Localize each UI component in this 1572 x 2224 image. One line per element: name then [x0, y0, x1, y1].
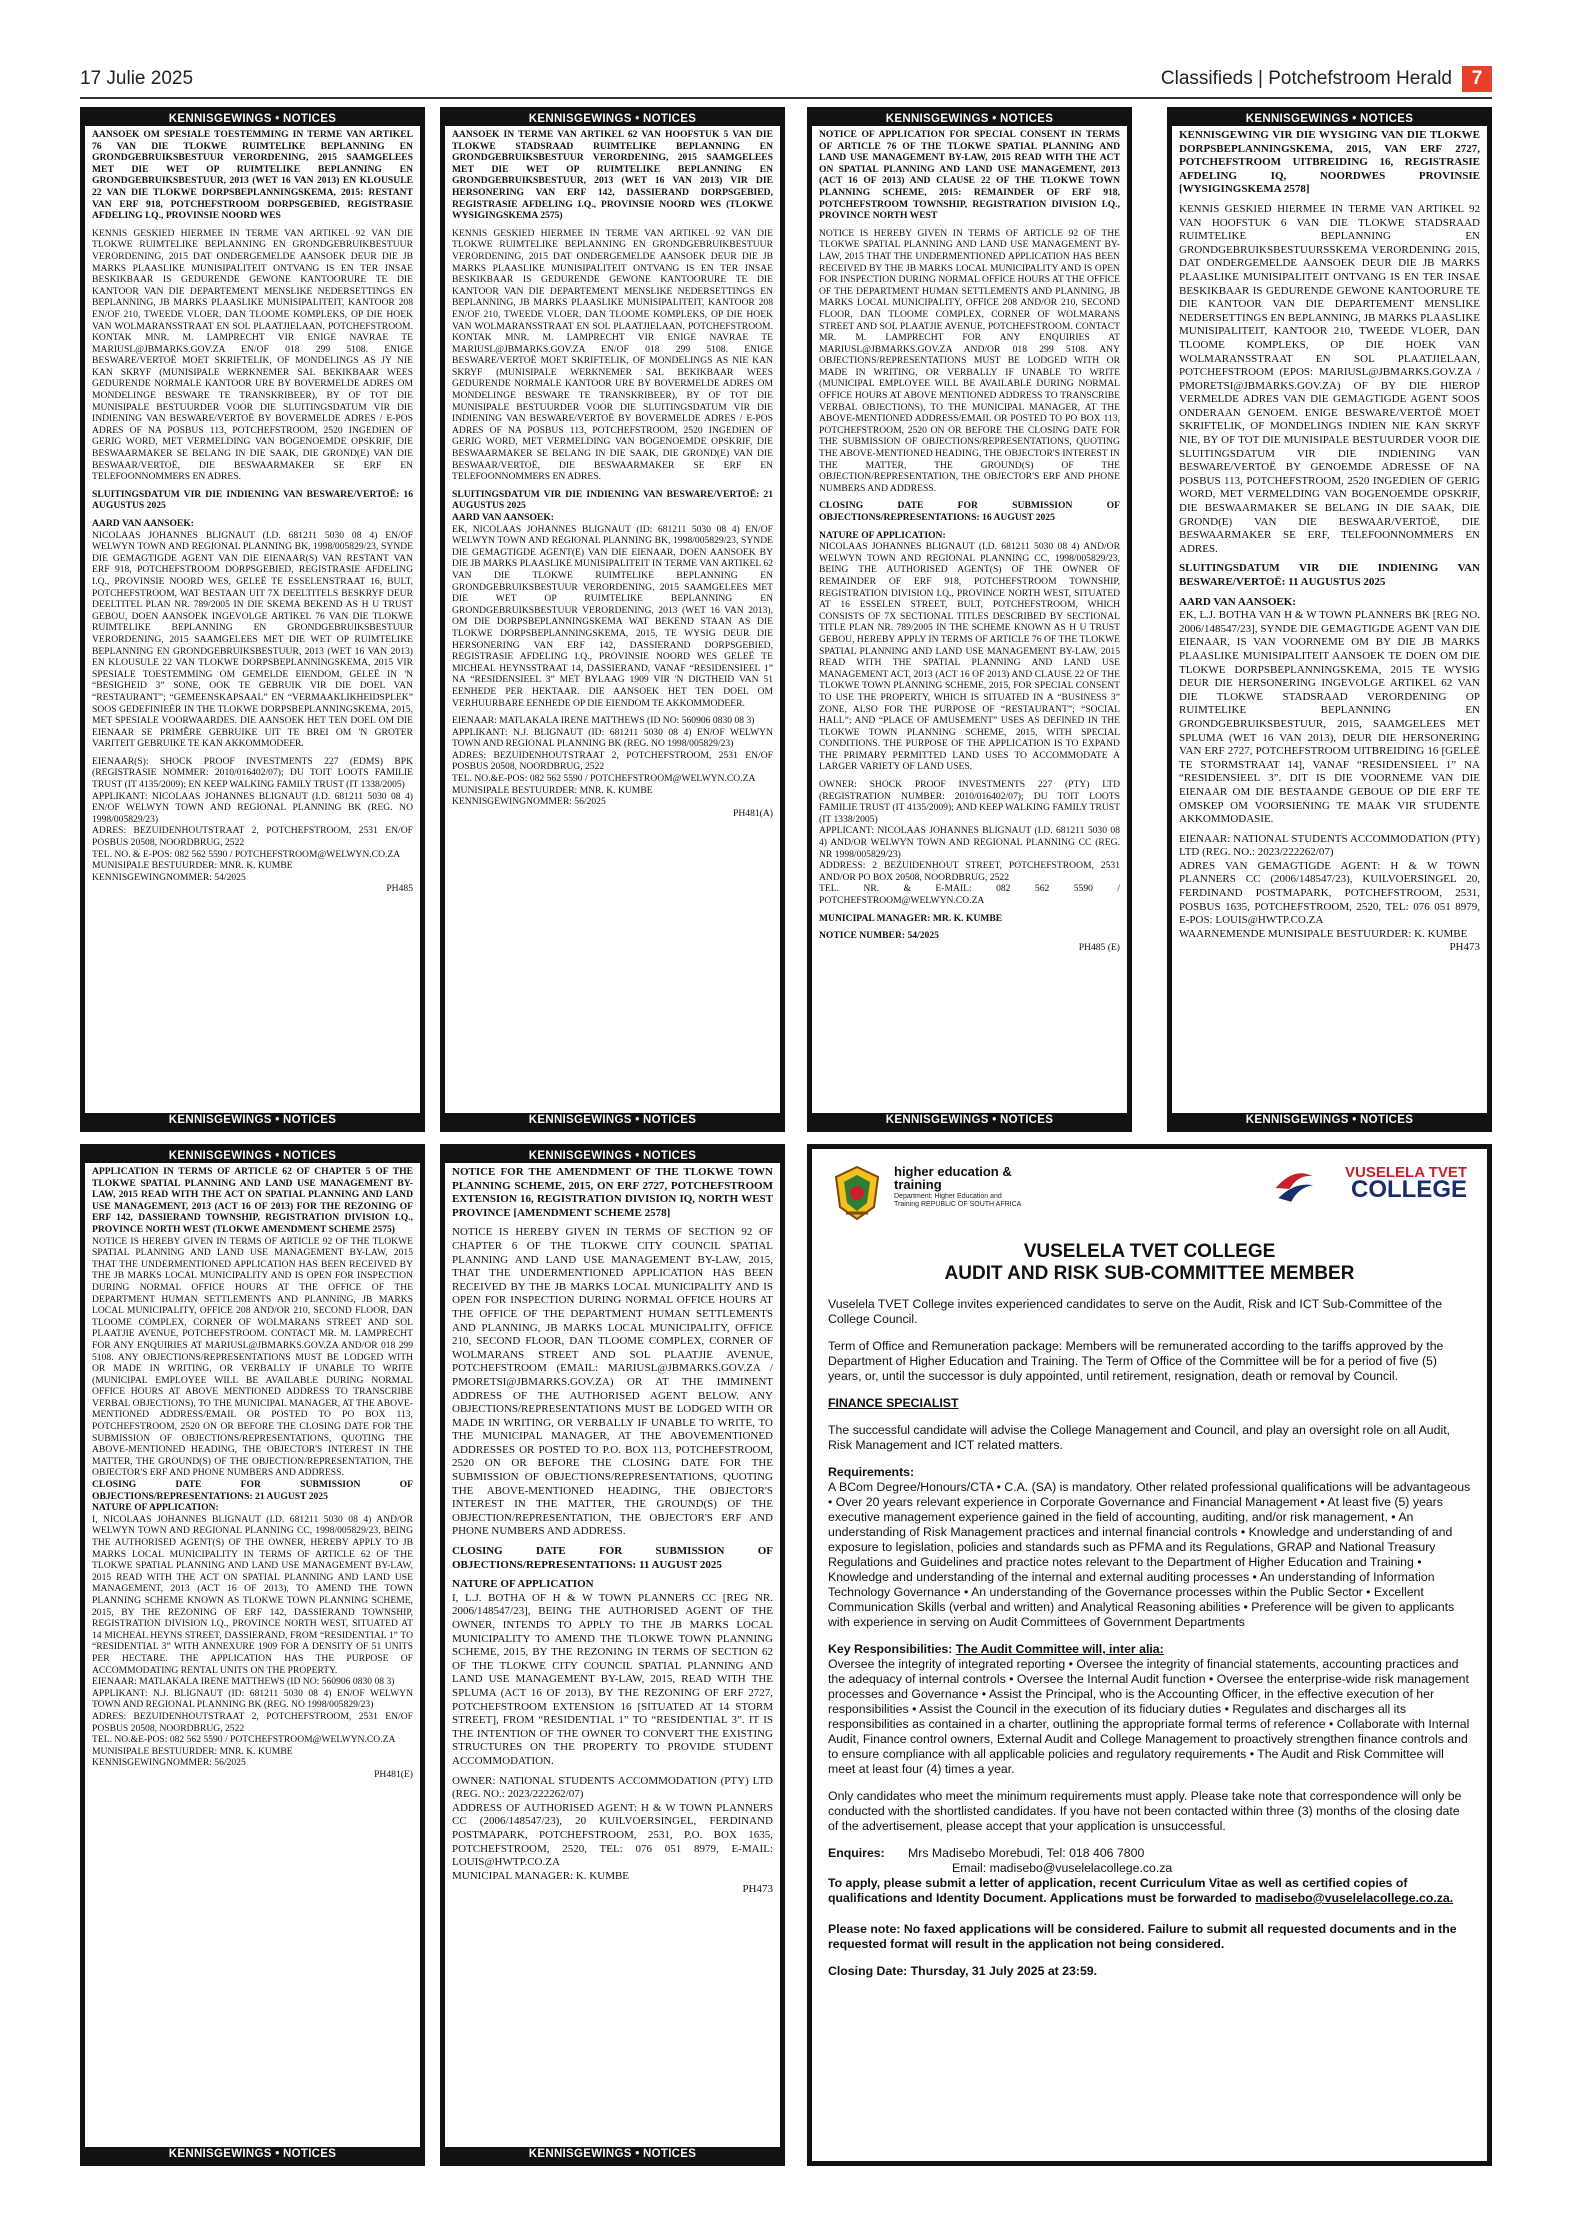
- notice-applicant: APPLICANT: NICOLAAS JOHANNES BLIGNAUT (I.D. 681211 5030 08 4) AND/OR WELWYN TOWN AND REGIONAL PLANNING CC (REG. NR 1998/005829/23): [819, 825, 1120, 860]
- notice-top-bar: KENNISGEWINGS • NOTICES: [445, 112, 780, 126]
- notice-bottom-bar: KENNISGEWINGS • NOTICES: [1172, 1113, 1487, 1127]
- notice-nature-heading: NATURE OF APPLICATION: [452, 1578, 594, 1591]
- notice-bottom-bar: KENNISGEWINGS • NOTICES: [445, 1113, 780, 1127]
- notice-top-bar: KENNISGEWINGS • NOTICES: [1172, 112, 1487, 126]
- advert-apply-email[interactable]: madisebo@vuselelacollege.co.za.: [1255, 1891, 1454, 1905]
- notice-reference: PH481(A): [733, 807, 773, 819]
- dhet-logo: [828, 1163, 1078, 1223]
- notice-bottom-bar: KENNISGEWINGS • NOTICES: [85, 1113, 420, 1127]
- notice-title: AANSOEK IN TERME VAN ARTIKEL 62 VAN HOOFSTUK 5 VAN DIE TLOKWE STADSRAAD RUIMTELIKE BEPLANNING EN GRONDGEBRUIKSBESTUUR VERORDENING, 2015 SAAMGELEES MET DIE WET OP RUIMTELIKE BEPLANNING EN GRONDGEBRUIKSBESTUUR, 2013 (WET 16 VAN 2013) VIR DIE HERSONERING VAN ERF 142, DASSIERAND DORPSGEBIED, REGISTRASIE AFDELING I.Q., PROVINSIE NOORD WES (TLOKWE WYSIGINGSKEMA 2575): [452, 129, 773, 222]
- notice-body: NOTICE IS HEREBY GIVEN IN TERMS OF ARTICLE 92 OF THE TLOKWE SPATIAL PLANNING AND LAND USE MANAGEMENT BY-LAW, 2015 THAT THE UNDERMENTIONED APPLICATION HAS BEEN RECEIVED BY THE JB MARKS LOCAL MUNICIPALITY AND IS OPEN FOR INSPECTION DURING NORMAL OFFICE HOURS AT THE OFFICE OF THE DEPARTMENT HUMAN SETTLEMENTS AND PLANNING, JB MARKS LOCAL MUNICIPALITY, OFFICE 208 AND/OR 210, SECOND FLOOR, DAN TLOOME COMPLEX, CORNER OF WOLMARANS STREET AND SOL PLAATJIE AVENUE, POTCHEFSTROOM. CONTACT MR. M. LAMPRECHT FOR ANY ENQUIRIES AT MARIUSL@JBMARKS.GOV.ZA AND/OR 018 299 5108. ANY OBJECTIONS/REPRESENTATIONS MUST BE LODGED WITH OR MADE IN WRITING, OR VERBALLY IF UNABLE TO WRITE (MUNICIPAL EMPLOYEE WILL BE AVAILABLE DURING NORMAL OFFICE HOURS AT ABOVE MENTIONED ADDRESS TO TRANSCRIBE VERBAL OBJECTIONS), TO THE MUNICIPAL MANAGER, AT THE ABOVE-MENTIONED ADDRESS/EMAIL OR POSTED TO PO BOX 113, POTCHEFSTROOM, 2520 ON OR BEFORE THE CLOSING DATE FOR THE SUBMISSION OF OBJECTIONS/REPRESENTATIONS, QUOTING THE ABOVE-MENTIONED HEADING, THE OBJECTOR'S INTEREST IN THE MATTER, THE GROUND(S) OF THE OBJECTION/REPRESENTATION, THE OBJECTOR'S ERF AND PHONE NUMBERS AND ADDRESS.: [92, 1235, 413, 1479]
- notice-closing-date: SLUITINGSDATUM VIR DIE INDIENING VAN BESWARE/VERTOË: 21 AUGUSTUS 2025: [452, 488, 773, 512]
- advert-responsibilities: Oversee the integrity of integrated reporting • Oversee the integrity of financial statements, accounting practices and the adequacy of internal controls • Oversee the Internal Audit function • Oversee the enterprise-wide risk management processes and Governance • Assist the Principal, who is the Accounting Officer, in the effective execution of her responsibilities • Assist the Council in the execution of its fiduciary duties • Regulates and discharges all its responsibilities as contained in a charter, outlining the appropriate formal terms of reference • Collaborate with Internal Audit, Finance control owners, External Audit and College Management to proactively strengthen finance controls and to ensure compliance with all applicable policies and regulatory requirements • The Audit and Risk Committee will meet at least four (4) times a year.: [828, 1657, 1470, 1776]
- vuselela-logo-top: VUSELELA TVET: [1345, 1164, 1467, 1181]
- notice-address: ADRES: BEZUIDENHOUTSTRAAT 2, POTCHEFSTROOM, 2531 EN/OF POSBUS 20508, NOORDBRUG, 2522: [92, 1710, 413, 1734]
- notice-rezoning-afr: [440, 107, 785, 1132]
- notice-reference: PH473: [742, 1883, 773, 1896]
- notice-special-consent-afr: [80, 107, 425, 1132]
- notice-nature-heading: NATURE OF APPLICATION:: [92, 1502, 219, 1514]
- advert-enquiries-contact: Mrs Madisebo Morebudi, Tel: 018 406 7800: [908, 1846, 1145, 1860]
- notice-agent: ADDRESS OF AUTHORISED AGENT: H & W TOWN PLANNERS CC (2006/148547/23), 20 KUILVOERSINGEL, FERDINAND POSTMAPARK, POTCHEFSTROOM, 2531, P.O. BOX 1635, POTCHEFSTROOM, 2520, TEL: 076 051 8979, E-MAIL: LOUIS@HWTP.CO.ZA: [452, 1801, 773, 1869]
- notice-number: KENNISGEWINGNOMMER: 56/2025: [92, 1757, 246, 1769]
- advert-fax-note: Please note: No faxed applications will be considered. Failure to submit all requested documents and in the requested format will result in the application not being considered.: [828, 1922, 1457, 1951]
- advert-enquiries: [828, 1846, 1471, 1876]
- advert-requirements-heading: Requirements:: [828, 1465, 915, 1479]
- notice-bottom-bar: KENNISGEWINGS • NOTICES: [445, 2147, 780, 2161]
- notice-bottom-bar: KENNISGEWINGS • NOTICES: [85, 2147, 420, 2161]
- advert-intro: Vuselela TVET College invites experienced candidates to serve on the Audit, Risk and ICT Sub-Committee of the College Council.: [828, 1297, 1443, 1326]
- advert-responsibilities-subheading: The Audit Committee will, inter alia:: [955, 1642, 1164, 1656]
- notice-closing-date: CLOSING DATE FOR SUBMISSION OF OBJECTIONS/REPRESENTATIONS: 16 AUGUST 2025: [819, 500, 1120, 523]
- advert-enquiries-email[interactable]: Email: madisebo@vuselelacollege.co.za: [952, 1861, 1173, 1875]
- notice-special-consent-eng: [807, 107, 1132, 1132]
- notice-nature: EK, L.J. BOTHA VAN H & W TOWN PLANNERS BK [REG NO. 2006/148547/23], SYNDE DIE GEMAGTIGDE AGENT VAN DIE EIENAAR, IS VAN VOORNEME OM BY DIE JB MARKS PLAASLIKE MUNISIPALITEIT AANSOEK TE DOEN OM DIE TLOKWE DORPSBEPLANNINGSKEMA, 2015 TE WYSIG DEUR DIE HERSONERING INGEVOLGE ARTIKEL 62 VAN DIE TLOKWE STADSRAAD VERORDENING OP RUIMTELIKE BEPLANNING EN GRONDGEBRUIKSBESTUUR, 2015, SAAMGELEES MET SPLUMA (WET 16 VAN 2013), DEUR DIE HERSONERING VAN ERF 2727, POTCHEFSTROOM UITBREIDING 16 [GELEË TE STORMSTRAAT 14], VANAF “RESIDENSIEEL 1” NA “RESIDENSIEEL 3”. DIT IS DIE VOORNEME VAN DIE EIENAAR OM DIE BESTAANDE GEBOUE OP DIE ERF TE OMSKEP OM VOORSIENING TE MAAK VIR STUDENTE AKKOMMODASIE.: [1179, 609, 1480, 826]
- notice-number: KENNISGEWINGNOMMER: 56/2025: [452, 796, 606, 808]
- page-number: 7: [1462, 66, 1492, 92]
- notice-reference: PH485 (E): [1078, 941, 1120, 953]
- dhet-title: higher education & training: [894, 1164, 1012, 1192]
- notice-top-bar: KENNISGEWINGS • NOTICES: [445, 1149, 780, 1163]
- notice-rezoning-eng: [80, 1144, 425, 2166]
- notice-manager: MUNICIPAL MANAGER: K. KUMBE: [452, 1869, 630, 1882]
- notice-contact: TEL. NR. & E-MAIL: 082 562 5590 / POTCHEFSTROOM@WELWYN.CO.ZA: [819, 883, 1120, 906]
- notice-owner: OWNER: SHOCK PROOF INVESTMENTS 227 (PTY) LTD (REGISTRATION NUMBER: 2010/016402/07); DU TOIT LOOTS FAMILIE TRUST (IT 4135/2009); AND KEEP WALKING FAMILY TRUST (IT 1338/2005): [819, 779, 1120, 825]
- notice-owner: EIENAAR: NATIONAL STUDENTS ACCOMMODATION (PTY) LTD (REG. NO.: 2023/222262/07): [1179, 832, 1480, 859]
- notice-title: NOTICE OF APPLICATION FOR SPECIAL CONSENT IN TERMS OF ARTICLE 76 OF THE TLOKWE SPATIAL PLANNING AND LAND USE MANAGEMENT BY-LAW, 2015 READ WITH THE ACT ON SPATIAL PLANNING AND LAND USE MANAGEMENT, 2013 (ACT 16 OF 2013) AND CLAUSE 22 OF THE TLOKWE TOWN PLANNING SCHEME, 2015: REMAINDER OF ERF 918, POTCHEFSTROOM TOWNSHIP, REGISTRATION DIVISION I.Q., PROVINCE NORTH WEST: [819, 129, 1120, 222]
- notice-closing-date: SLUITINGSDATUM VIR DIE INDIENING VAN BESWARE/VERTOË: 11 AUGUSTUS 2025: [1179, 562, 1480, 588]
- notice-applicant: APPLIKANT: N.J. BLIGNAUT (ID: 681211 5030 08 4) EN/OF WELWYN TOWN AND REGIONAL PLANNING BK (REG. NO 1998/005829/23): [452, 726, 773, 750]
- notice-top-bar: KENNISGEWINGS • NOTICES: [85, 1149, 420, 1163]
- notice-manager: MUNISIPALE BESTUURDER: MNR. K. KUMBE: [92, 1745, 293, 1757]
- header-rule: [80, 97, 1492, 99]
- notice-nature: I, NICOLAAS JOHANNES BLIGNAUT (I.D. 681211 5030 08 4) AND/OR WELWYN TOWN AND REGIONAL PLANNING CC, 1998/005829/23, BEING THE AUTHORISED AGENT(S) OF THE OWNER, HEREBY APPLY TO JB MARKS LOCAL MUNICIPALITY IN TERMS OF ARTICLE 62 OF THE TLOKWE SPATIAL PLANNING AND LAND USE MANAGEMENT BY-LAW, 2015 READ WITH THE ACT ON SPATIAL PLANNING AND LAND USE MANAGEMENT, 2013 (ACT 16 OF 2013), TO AMEND THE TOWN PLANNING SCHEME KNOWN AS TLOKWE TOWN PLANNING SCHEME, 2015, BY THE REZONING OF ERF 142, DASSIERAND TOWNSHIP, REGISTRATION DIVISION I.Q., PROVINCE NORTH WEST, SITUATED AT 14 MICHEAL HEYNS STREET, DASSIERAND, FROM “RESIDENTIAL 1” TO “RESIDENTIAL 3” WITH ANNEXURE 1909 FOR A DENSITY OF 51 UNITS PER HECTARE. THE APPLICATION HAS THE PURPOSE OF ACCOMMODATING RENTAL UNITS ON THE PROPERTY.: [92, 1513, 413, 1676]
- notice-nature-heading: AARD VAN AANSOEK:: [92, 518, 194, 529]
- advert-requirements: A BCom Degree/Honours/CTA • C.A. (SA) is mandatory. Other related professional qualifications will be advantageous • Over 20 years relevant experience in Corporate Governance and Financial Management • At least five (5) years executive management experience gained in the field of accounting, auditing, and/or risk management, • An understanding of Risk Management practices and internal financial controls • Knowledge and understanding of and exposure to legislation, policies and standards such as PFMA and its Regulations, GRAP and National Treasury Regulations and Guidelines and practice notes relevant to the Department of Higher Education and Training • Knowledge and understanding of the internal and external auditing processes • An understanding of Information Technology Governance • An understanding of the Governance processes within the Public Sector • Excellent Communication Skills (verbal and written) and Analytical Reasoning abilities • Preference will be given to applicants with experience in serving on Audit Committees of Government Departments: [828, 1480, 1471, 1629]
- advert-heading-role: AUDIT AND RISK SUB-COMMITTEE MEMBER: [944, 1263, 1355, 1284]
- dhet-subtitle: Department: Higher Education and Training REPUBLIC OF SOUTH AFRICA: [894, 1193, 1022, 1208]
- notice-manager: MUNISIPALE BESTUURDER: MNR. K. KUMBE: [92, 860, 293, 872]
- advert-shortlist-note: Only candidates who meet the minimum requirements must apply. Please take note that correspondence will only be conducted with the shortlisted candidates. If you have not been contacted within three (3) months of the closing date of the advertisement, please accept that your application is unsuccessful.: [828, 1789, 1462, 1833]
- advert-closing-date: Closing Date: Thursday, 31 July 2025 at 23:59.: [828, 1964, 1098, 1978]
- notice-owner: EIENAAR: MATLAKALA IRENE MATTHEWS (ID NO: 560906 0830 08 3): [92, 1676, 395, 1688]
- notice-body: NOTICE IS HEREBY GIVEN IN TERMS OF SECTION 92 OF CHAPTER 6 OF THE TLOKWE CITY COUNCIL SPATIAL PLANNING AND LAND USE MANAGEMENT BY-LAW, 2015, THAT THE UNDERMENTIONED APPLICATION HAS BEEN RECEIVED BY THE JB MARKS LOCAL MUNICIPALITY AND IS OPEN FOR INSPECTION DURING NORMAL OFFICE HOURS AT THE OFFICE OF THE DEPARTMENT HUMAN SETTLEMENTS AND PLANNING, JB MARKS LOCAL MUNICIPALITY, OFFICE 210, SECOND FLOOR, DAN TLOOME COMPLEX, CORNER OF WOLMARANS STREET AND SOL PLAATJIE AVENUE, POTCHEFSTROOM (EMAIL: MARIUSL@JBMARKS.GOV.ZA / PMORETSI@JBMARKS.GOV.ZA) OR AT THE IMMINENT ADDRESS OF THE AUTHORISED AGENT BELOW. ANY OBJECTIONS/REPRESENTATIONS MUST BE LODGED WITH OR MADE IN WRITING, OR VERBALLY IF UNABLE TO WRITE, TO THE MUNICIPAL MANAGER, AT THE ABOVEMENTIONED ADDRESSES OR POSTED TO P.O. BOX 113, POTCHEFSTROOM, 2520 ON OR BEFORE THE CLOSING DATE FOR THE SUBMISSION OF OBJECTIONS/REPRESENTATIONS, QUOTING THE ABOVE-MENTIONED HEADING, THE OBJECTOR'S INTEREST IN THE MATTER, THE GROUND(S) OF THE OBJECTION/REPRESENTATION, THE OBJECTOR'S ERF AND PHONE NUMBERS AND ADDRESS.: [452, 1226, 773, 1538]
- notice-closing-date: SLUITINGSDATUM VIR DIE INDIENING VAN BESWARE/VERTOË: 16 AUGUSTUS 2025: [92, 488, 413, 512]
- notice-owner: EIENAAR: MATLAKALA IRENE MATTHEWS (ID NO: 560906 0830 08 3): [452, 715, 755, 727]
- vuselela-job-advert: [807, 1144, 1492, 2166]
- page-header: [80, 66, 1492, 94]
- notice-owner: OWNER: NATIONAL STUDENTS ACCOMMODATION (PTY) LTD (REG. NO.: 2023/222262/07): [452, 1774, 773, 1801]
- notice-owner: EIENAAR(S): SHOCK PROOF INVESTMENTS 227 (EDMS) BPK (REGISTRASIE NOMMER: 2010/016402/07); DU TOIT LOOTS FAMILIE TRUST (IT 4135/2009); EN KEEP WALKING FAMILY TRUST (IT 1338/2005): [92, 755, 413, 791]
- notice-closing-date: CLOSING DATE FOR SUBMISSION OF OBJECTIONS/REPRESENTATIONS: 11 AUGUST 2025: [452, 1545, 773, 1571]
- notice-bottom-bar: KENNISGEWINGS • NOTICES: [812, 1113, 1127, 1127]
- notice-applicant: APPLIKANT: NICOLAAS JOHANNES BLIGNAUT (I.D. 681211 5030 08 4) EN/OF WELWYN TOWN AND REGIONAL PLANNING BK (REG. NO 1998/005829/23): [92, 790, 413, 825]
- notice-top-bar: KENNISGEWINGS • NOTICES: [85, 112, 420, 126]
- notice-address: ADRES: BEZUIDENHOUTSTRAAT 2, POTCHEFSTROOM, 2531 EN/OF POSBUS 20508, NOORDBRUG, 2522: [92, 825, 413, 849]
- publication-name: Classifieds | Potchefstroom Herald: [1160, 68, 1452, 89]
- notice-contact: TEL. NO.&E-POS: 082 562 5590 / POTCHEFSTROOM@WELWYN.CO.ZA: [92, 1734, 396, 1746]
- notice-body: NOTICE IS HEREBY GIVEN IN TERMS OF ARTICLE 92 OF THE TLOKWE SPATIAL PLANNING AND LAND USE MANAGEMENT BY-LAW, 2015 THAT THE UNDERMENTIONED APPLICATION HAS BEEN RECEIVED BY THE JB MARKS LOCAL MUNICIPALITY AND IS OPEN FOR INSPECTION DURING NORMAL OFFICE HOURS AT THE OFFICE OF THE DEPARTMENT HUMAN SETTLEMENTS AND PLANNING, JB MARKS LOCAL MUNICIPALITY, OFFICE 208 AND/OR 210, SECOND FLOOR, DAN TLOOME COMPLEX, CORNER OF WOLMARANS STREET AND SOL PLAATJIE AVENUE, POTCHEFSTROOM. CONTACT MR. M. LAMPRECHT FOR ANY ENQUIRIES AT MARIUSL@JBMARKS.GOV.ZA AND/OR 018 299 5108. ANY OBJECTIONS/REPRESENTATIONS MUST BE LODGED WITH OR MADE IN WRITING, OR VERBALLY IF UNABLE TO WRITE (MUNICIPAL EMPLOYEE WILL BE AVAILABLE DURING NORMAL OFFICE HOURS AT ABOVE MENTIONED ADDRESS TO TRANSCRIBE VERBAL OBJECTIONS), TO THE MUNICIPAL MANAGER, AT THE ABOVE-MENTIONED ADDRESS/EMAIL OR POSTED TO PO BOX 113, POTCHEFSTROOM, 2520 ON OR BEFORE THE CLOSING DATE FOR THE SUBMISSION OF OBJECTIONS/REPRESENTATIONS, QUOTING THE ABOVE-MENTIONED HEADING, THE OBJECTOR'S INTEREST IN THE MATTER, THE GROUND(S) OF THE OBJECTION/REPRESENTATION, THE OBJECTOR'S ERF AND PHONE NUMBERS AND ADDRESS.: [819, 227, 1120, 494]
- notice-title: NOTICE FOR THE AMENDMENT OF THE TLOKWE TOWN PLANNING SCHEME, 2015, ON ERF 2727, POTCHEFSTROOM EXTENSION 16, REGISTRATION DIVISION IQ, NORTH WEST PROVINCE [AMENDMENT SCHEME 2578]: [452, 1166, 773, 1219]
- vuselela-swoosh-icon: [1271, 1165, 1317, 1211]
- notice-applicant: APPLIKANT: N.J. BLIGNAUT (ID: 681211 5030 08 4) EN/OF WELWYN TOWN AND REGIONAL PLANNING BK (REG. NO 1998/005829/23): [92, 1687, 413, 1711]
- notice-title: AANSOEK OM SPESIALE TOESTEMMING IN TERME VAN ARTIKEL 76 VAN DIE TLOKWE RUIMTELIKE BEPLANNING EN GRONDGEBRUIKSBESTUUR VERORDENING, 2015 SAAMGELEES MET DIE WET OP RUIMTELIKE BEPLANNING EN GRONDGEBRUIKSBESTUUR, 2013 (WET 16 VAN 2013) EN KLOUSULE 22 VAN DIE TLOKWE DORPSBEPLANNINGSKEMA, 2015: RESTANT VAN ERF 918, POTCHEFSTROOM DORPSGEBIED, REGISTRASIE AFDELING I.Q., PROVINSIE NOORD WES: [92, 129, 413, 222]
- notice-body: KENNIS GESKIED HIERMEE IN TERME VAN ARTIKEL 92 VAN DIE TLOKWE RUIMTELIKE BEPLANNING EN GRONDGEBRUIKBESTUUR VERORDENING, 2015 DAT ONDERGEMELDE AANSOEK DEUR DIE JB MARKS PLAASLIKE MUNISIPALITEIT ONTVANG IS EN TER INSAE BESKIKBAAR IS GEDURENDE GEWONE KANTOORURE TE DIE KANTOOR VAN DIE DEPARTEMENT MENSLIKE NEDERSETTINGS EN BEPLANNING, JB MARKS PLAASLIKE MUNISIPALITEIT, KANTOOR 208 EN/OF 210, TWEEDE VLOER, DAN TLOOME KOMPLEKS, OP DIE HOEK VAN WOLMARANSSTRAAT EN SOL PLAATJIELAAN, POTCHEFSTROOM. KONTAK MNR. M. LAMPRECHT VIR ENIGE NAVRAE TE MARIUSL@JBMARKS.GOV.ZA EN/OF 018 299 5108. ENIGE BESWARE/VERTOË MOET SKRIFTELIK, OF MONDELINGS AS NIE KAN SKRYF (MUNISIPALE WERKNEMER SAL BEKIKBAAR WEES GEDURENDE NORMALE KANTOOR URE BY BOVERMELDE ADRES OM MONDELINGE BESWARE TE TRANSKRIBEER), BY OF TOT DIE MUNISIPALE BESTUURDER VOOR DIE SLUITINGSDATUM VIR DIE INDIENING VAN BESWARE/VERTOË BY BOVERMELDE ADRES / E-POS ADRES OF NA POSBUS 113, POTCHEFSTROOM, 2520 INGEDIEN OF GERIG WORD, MET VERMELDING VAN BOGENOEMDE OPSKRIF, DIE BESWAARMAKER SE BELANG IN DIE SAAK, DIE GROND(E) VAN DIE BESWAAR/VERTOË, DIE BESWAARMAKER SE ERF EN TELEFOONNOMMERS EN ADRES.: [452, 227, 773, 483]
- notice-nature-heading: AARD VAN AANSOEK:: [452, 512, 554, 523]
- advert-responsibilities-heading: Key Responsibilities:: [828, 1642, 953, 1656]
- notice-nature-heading: NATURE OF APPLICATION:: [819, 529, 946, 541]
- notice-manager: WAARNEMENDE MUNISIPALE BESTUURDER: K. KUMBE: [1179, 927, 1468, 940]
- notice-title: APPLICATION IN TERMS OF ARTICLE 62 OF CHAPTER 5 OF THE TLOKWE SPATIAL PLANNING AND LAND USE MANAGEMENT BY-LAW, 2015 READ WITH THE ACT ON SPATIAL PLANNING AND LAND USE MANAGEMENT, 2013 (ACT 16 OF 2013) FOR THE REZONING OF ERF 142, DASSIERAND TOWNSHIP, REGISTRATION DIVISION I.Q., PROVINCE NORTH WEST (TLOKWE AMENDMENT SCHEME 2575): [92, 1166, 413, 1235]
- notice-top-bar: KENNISGEWINGS • NOTICES: [812, 112, 1127, 126]
- vuselela-logo: [1271, 1165, 1471, 1215]
- notice-agent: ADRES VAN GEMAGTIGDE AGENT: H & W TOWN PLANNERS CC (2006/148547/23), KUILVOERSINGEL 20, FERDINAND POSTMAPARK, POTCHEFSTROOM, 2531, POSBUS 1635, POTCHEFSTROOM, 2520, TEL: 076 051 8979, E-POS: LOUIS@HWTP.CO.ZA: [1179, 859, 1480, 927]
- advert-logos: [828, 1149, 1471, 1241]
- notice-number: KENNISGEWINGNOMMER: 54/2025: [92, 871, 246, 883]
- notice-nature-heading: AARD VAN AANSOEK:: [1179, 595, 1296, 608]
- notice-manager: MUNISIPALE BESTUURDER: MNR. K. KUMBE: [452, 784, 653, 796]
- advert-role-text: The successful candidate will advise the College Management and Council, and play an oversight role on all Audit, Risk Management and ICT related matters.: [828, 1423, 1451, 1452]
- notice-nature: EK, NICOLAAS JOHANNES BLIGNAUT (ID: 681211 5030 08 4) EN/OF WELWYN TOWN AND REGIONAL PLANNING BK, 1998/005829/23, SYNDE DIE GEMAGTIGDE AGENT(E) VAN DIE EIENAAR, DOEN AANSOEK BY DIE JB MARKS PLAASLIKE MUNISIPALITEIT IN TERME VAN ARTIKEL 62 VAN DIE TLOKWE RUIMTELIKE BEPLANNING EN GRONDGEBRUIKSBESTUUR VERORDENING, 2015 SAAMGELEES MET DIE WET OP RUIMTELIKE BEPLANNING EN GRONDGEBRUIKSBESTUUR VERORDENING, 2013 (WET 16 VAN 2013), OM DIE DORPSBEPLANNINGSKEMA WAT BEKEND STAAN AS DIE TLOKWE DORPSBEPLANNINGSKEMA, 2015, TE WYSIG DEUR DIE HERSONERING VAN ERF 142, DASSIERAND DORPSGEBIED, REGISTRASIE AFDELING I.Q., PROVINSIE NOORD WES GELEË TE MICHEAL HEYNSSTRAAT 14, DASSIERAND, VANAF “RESIDENSIEEL 1” NA “RESIDENSIEEL 3” MET BYLAAG 1909 VIR 'N DIGTHEID VAN 51 EENHEDE PER HEKTAAR. DIE AANSOEK HET TEN DOEL OM VERHUURBARE EENHEDE OP DIE EIENDOM TE AKKOMMODEER.: [452, 523, 773, 709]
- notice-closing-date: CLOSING DATE FOR SUBMISSION OF OBJECTIONS/REPRESENTATIONS: 21 AUGUST 2025: [92, 1479, 413, 1502]
- vuselela-logo-bottom: COLLEGE: [1350, 1176, 1467, 1203]
- notice-body: KENNIS GESKIED HIERMEE IN TERME VAN ARTIKEL 92 VAN HOOFSTUK 6 VAN DIE TLOKWE STADSRAAD RUIMTELIKE BEPLANNING EN GRONDGEBRUIKSBESTUURSSKEMA VERORDENING 2015, DAT ONDERGEMELDE AANSOEK DEUR DIE JB MARKS PLAASLIKE MUNISIPALITEIT ONTVANG IS EN TER INSAE BESKIKBAAR IS GEDURENDE GEWONE KANTOORURE TE DIE KANTOOR VAN DIE DEPARTEMENT MENSLIKE NEDERSETTINGS EN BEPLANNING, JB MARKS PLAASLIKE MUNISIPALITEIT, KANTOOR 210, TWEEDE VLOER, DAN TLOOME KOMPLEKS, OP DIE HOEK VAN WOLMARANSSTRAAT EN SOL PLAATJIELAAN, POTCHEFSTROOM (EPOS: MARIUSL@JBMARKS.GOV.ZA / PMORETSI@JBMARKS.GOV.ZA) OF BY DIE HIEROP VERMELDE ADRES VAN DIE GEMAGTIGDE AGENT SOOS ONDERAAN GENOEM. ENIGE BESWARE/VERTOË MOET SKRIFTELIK, OF MONDELINGS INDIEN NIE KAN SKRYF NIE, BY OF TOT DIE MUNISIPALE BESTUURDER VOOR DIE SLUITINGSDATUM VIR DIE INDIENING VAN BESWARE/VERTOË BY GENOEMDE ADRESSE OF NA POSBUS 113, POTCHEFSTROOM, 2520 INGEDIEN OF GERIG WORD, MET VERMELDING VAN BOGENOEMDE OPSKRIF, DIE BESWAARMAKER SE BELANG IN DIE SAAK, DIE GROND(E) VAN DIE BESWAAR/VERTOË, DIE BESWAARMAKER SE ERF, TELEFOONNOMMERS EN ADRES.: [1179, 202, 1480, 555]
- notice-amendment-eng: [440, 1144, 785, 2166]
- notice-nature: NICOLAAS JOHANNES BLIGNAUT (I.D. 681211 5030 08 4) AND/OR WELWYN TOWN AND REGIONAL PLANNING CC, 1998/005829/23, BEING THE AUTHORISED AGENT(S) OF THE OWNER OF REMAINDER OF ERF 918, POTCHEFSTROOM TOWNSHIP, REGISTRATION DIVISION I.Q., PROVINCE NORTH WEST, SITUATED AT 16 ESSELEN STREET, BULT, POTCHEFSTROOM, WHICH CONSISTS OF 7X SECTIONAL TITLES DESCRIBED BY SECTIONAL TITLE PLAN NR. 789/2005 IN THE SCHEME KNOWN AS H U TRUST GEBOU, HEREBY APPLY IN TERMS OF ARTICLE 76 OF THE TLOKWE SPATIAL PLANNING AND LAND USE MANAGEMENT BY-LAW, 2015 READ WITH THE SPATIAL PLANNING AND LAND USE MANAGEMENT ACT, 2013 (ACT 16 OF 2013) AND CLAUSE 22 OF THE TLOKWE TOWN PLANNING SCHEME, 2015, FOR SPECIAL CONSENT TO USE THE PROPERTY, WHICH IS SITUATED IN A “BUSINESS 3” ZONE, ALSO FOR THE PURPOSE OF “RESTAURANT”; “SOCIAL HALL”; AND “PLACE OF AMUSEMENT” USES AS DEFINED IN THE TLOKWE TOWN PLANNING SCHEME, 2015, WITH SPECIAL CONDITIONS. THE PURPOSE OF THE APPLICATION IS TO EXPAND THE PRIMARY PERMITTED LAND USES TO ACCOMMODATE A LARGER VARIETY OF LAND USES.: [819, 541, 1120, 773]
- advert-apply-text: To apply, please submit a letter of application, recent Curriculum Vitae as well as certified copies of qualifications and Identity Document. Applications must be forwarded to: [828, 1876, 1408, 1905]
- notice-contact: TEL. NO. & E-POS: 082 562 5590 / POTCHEFSTROOM@WELWYN.CO.ZA: [92, 848, 401, 860]
- notice-reference: PH485: [386, 883, 413, 895]
- notice-reference: PH481(E): [374, 1768, 413, 1780]
- advert-enquiries-label: Enquires:: [828, 1846, 885, 1860]
- advert-heading-college: VUSELELA TVET COLLEGE: [1023, 1241, 1276, 1262]
- advert-role-title: FINANCE SPECIALIST: [828, 1396, 959, 1410]
- advert-responsibilities-heading-line: [828, 1642, 1471, 1657]
- notice-number: NOTICE NUMBER: 54/2025: [819, 930, 939, 942]
- notice-amendment-afr: [1167, 107, 1492, 1132]
- issue-date: 17 Julie 2025: [80, 68, 194, 89]
- notice-contact: TEL. NO.&E-POS: 082 562 5590 / POTCHEFSTROOM@WELWYN.CO.ZA: [452, 773, 756, 785]
- notice-address: ADDRESS: 2 BEZUIDENHOUT STREET, POTCHEFSTROOM, 2531 AND/OR PO BOX 20508, NOORDBRUG, 2522: [819, 860, 1120, 883]
- notice-manager: MUNICIPAL MANAGER: MR. K. KUMBE: [819, 912, 1003, 924]
- advert-terms: Term of Office and Remuneration package: Members will be remunerated according to the tariffs approved by the Department of Higher Education and Training. The Term of Office of the Committee will be for a period of five (5) years, or, until the successor is duly appointed, until retirement, resignation, death or removal by Council.: [828, 1339, 1444, 1383]
- advert-apply-instructions: [828, 1876, 1471, 1906]
- notice-nature: NICOLAAS JOHANNES BLIGNAUT (I.D. 681211 5030 08 4) EN/OF WELWYN TOWN AND REGIONAL PLANNING BK, 1998/005829/23, SYNDE DIE GEMAGTIGDE AGENT VAN DIE EIENAAR(S) VAN RESTANT VAN ERF 918, POTCHEFSTROOM DORPSGEBIED, REGISTRASIE AFDELING I.Q., PROVINSIE NOORD WES, GELEË TE ESSELENSTRAAT 16, BULT, POTCHEFSTROOM, WAT BESTAAN UIT 7X DEELTITELS BESKRYF DEUR DEELTITEL PLAN NR. 789/2005 IN DIE SKEMA BEKEND AS H U TRUST GEBOU, DOEN AANSOEK INGEVOLGE ARTIKEL 76 VAN DIE TLOKWE RUIMTELIKE BEPLANNING EN GRONDGEBRUIKSBESTUUR VERORDENING, 2015 SAAMGELEES MET DIE WET OP RUIMTELIKE BEPLANNING EN GRONDGEBRUIKSBESTUUR, 2013 (WET 16 VAN 2013) EN KLOUSULE 22 VAN TLOKWE DORPSBEPLANNINGSKEMA, 2015 VIR SPESIALE TOESTEMMING OM GEMELDE EIENDOM, GELEË IN 'N “BESIGHEID 3” SONE, OOK TE GEBRUIK VIR DIE DOEL VAN “RESTAURANT”; “GEMEENSKAPSAAL” EN “VERMAAKLIKHEIDSPLEK” SOOS GEDEFINIEËR IN THE TLOKWE DORPSBEPLANNINGSKEMA, 2015, MET SPESIALE VOORWAARDES. DIE AANSOEK HET TEN DOEL OM DIE EIENAAR SE PRIMÊRE GEBRUIKE UIT TE BREI OM 'N GROTER VARITEIT GEBRUIKE TE KAN AKKOMMODEER.: [92, 529, 413, 750]
- notice-nature: I, L.J. BOTHA OF H & W TOWN PLANNERS CC [REG NR. 2006/148547/23], BEING THE AUTHORISED AGENT OF THE OWNER, INTENDS TO APPLY TO THE JB MARKS LOCAL MUNICIPALITY TO AMEND THE TLOKWE TOWN PLANNING SCHEME, 2015, BY THE REZONING IN TERMS OF SECTION 62 OF THE TLOKWE CITY COUNCIL SPATIAL PLANNING AND LAND USE MANAGEMENT BY-LAW, 2015, READ WITH THE SPLUMA (ACT 16 OF 2013), BY THE REZONING OF ERF 2727, POTCHEFSTROOM EXTENSION 16 [SITUATED AT 14 STORM STREET], FROM “RESIDENTIAL 1” TO “RESIDENTIAL 3”. IT IS THE INTENTION OF THE OWNER TO CONVERT THE EXISTING STRUCTURES ON THE PROPERTY TO PROVIDE STUDENT ACCOMMODATION.: [452, 1591, 773, 1767]
- notice-address: ADRES: BEZUIDENHOUTSTRAAT 2, POTCHEFSTROOM, 2531 EN/OF POSBUS 20508, NOORDBRUG, 2522: [452, 749, 773, 773]
- coat-of-arms-icon: [828, 1163, 886, 1223]
- notice-reference: PH473: [1449, 941, 1480, 954]
- notice-body: KENNIS GESKIED HIERMEE IN TERME VAN ARTIKEL 92 VAN DIE TLOKWE RUIMTELIKE BEPLANNING EN GRONDGEBRUIKBESTUUR VERORDENING, 2015 DAT ONDERGEMELDE AANSOEK DEUR DIE JB MARKS PLAASLIKE MUNISIPALITEIT ONTVANG IS EN TER INSAE BESKIKBAAR IS GEDURENDE GEWONE KANTOORURE TE DIE KANTOOR VAN DIE DEPARTEMENT MENSLIKE NEDERSETTINGS EN BEPLANNING, JB MARKS PLAASLIKE MUNISIPALITEIT, KANTOOR 208 EN/OF 210, TWEEDE VLOER, DAN TLOOME KOMPLEKS, OP DIE HOEK VAN WOLMARANSSTRAAT EN SOL PLAATJIELAAN, POTCHEFSTROOM. KONTAK MNR. M. LAMPRECHT VIR ENIGE NAVRAE TE MARIUSL@JBMARKS.GOV.ZA EN/OF 018 299 5108. ENIGE BESWARE/VERTOË MOET SKRIFTELIK, OF MONDELINGS AS JY NIE KAN SKRYF (MUNISIPALE WERKNEMER SAL BEKIKBAAR WEES GEDURENDE NORMALE KANTOOR URE BY BOVERMELDE ADRES OM MONDELINGE BESWARE TE TRANSKRIBEER), BY OF TOT DIE MUNISIPALE BESTUURDER VOOR DIE SLUITINGSDATUM VIR DIE INDIENING VAN BESWARE/VERTOË BY BOVERMELDE ADRES / E-POS ADRES OF NA POSBUS 113, POTCHEFSTROOM, 2520 INGEDIEN OF GERIG WORD, MET VERMELDING VAN BOGENOEMDE OPSKRIF, DIE BESWAARMAKER SE BELANG IN DIE SAAK, DIE GROND(E) VAN DIE BESWAAR/VERTOË, DIE BESWAARMAKER SE ERF EN TELEFOONNOMMERS EN ADRES.: [92, 227, 413, 483]
- notice-title: KENNISGEWING VIR DIE WYSIGING VAN DIE TLOKWE DORPSBEPLANNINGSKEMA, 2015, VAN ERF 2727, POTCHEFSTROOM UITBREIDING 16, REGISTRASIE AFDELING IQ, NOORDWES PROVINSIE [WYSIGINGSKEMA 2578]: [1179, 129, 1480, 196]
